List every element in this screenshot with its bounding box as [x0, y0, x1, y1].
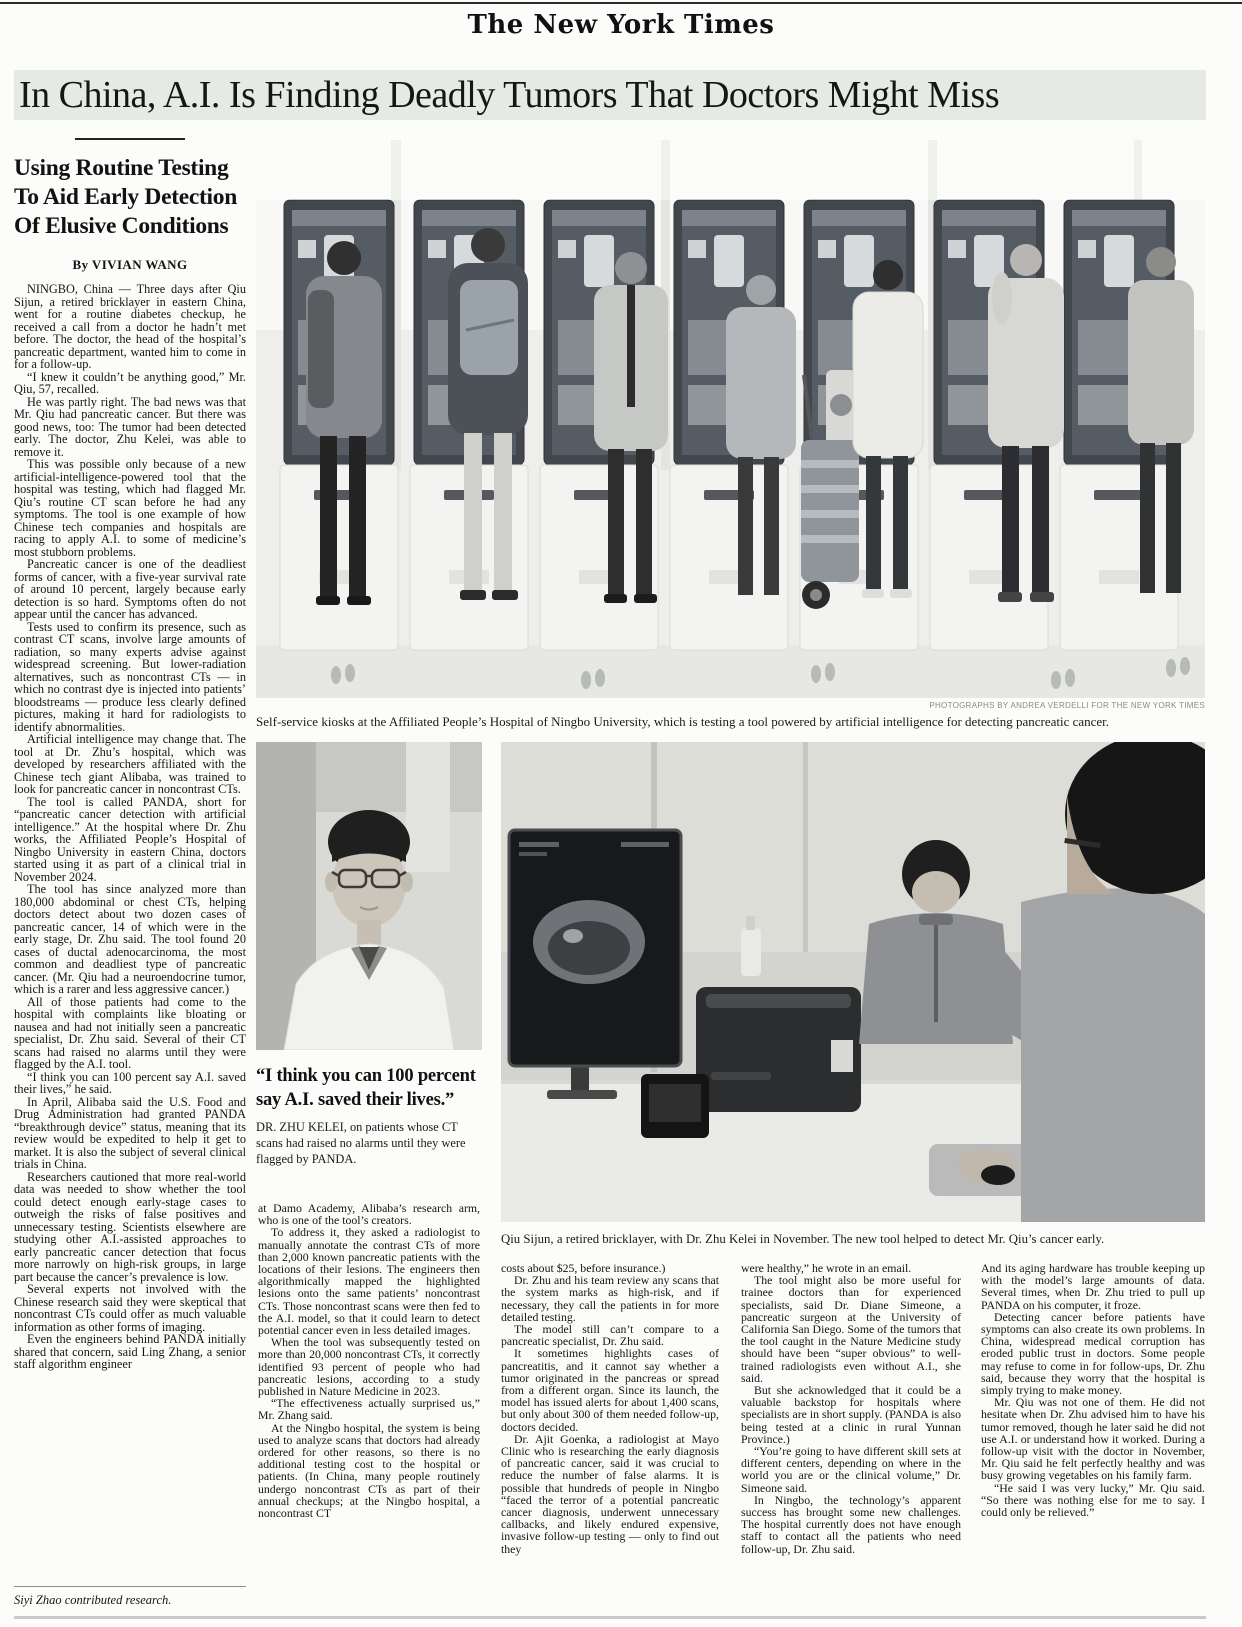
paragraph: “I knew it couldn’t be anything good,” Mr. Qiu, 57, recalled.	[14, 369, 246, 396]
pull-quote: “I think you can 100 percent say A.I. saved their lives.”	[256, 1066, 476, 1110]
paragraph: He was partly right. The bad news was that Mr. Qiu had pancreatic cancer. But there was good news, too: The tumor had been detected early. The doctor, Zhu Kelei, was able to remove it.	[14, 394, 246, 459]
paragraph: The model still can’t compare to a pancreatic specialist, Dr. Zhu said.	[501, 1322, 719, 1349]
paragraph: Several experts not involved with the Chinese research said they were skeptical that noncontrast CTs could offer as much valuable information as other forms of imaging.	[14, 1282, 246, 1334]
paragraph: Dr. Zhu and his team review any scans that the system marks as high-risk, and if necessary, they call the patients in for more detailed testing.	[501, 1273, 719, 1324]
paragraph: And its aging hardware has trouble keeping up with the model’s large amounts of data. Several times, when Dr. Zhu tried to pull up PANDA on his computer, it froze.	[981, 1262, 1205, 1312]
paragraph: Tests used to confirm its presence, such as contrast CT scans, involve large amounts of radiation, so many experts advise against widespread screening. But lower-radiation alternatives, such as noncontrast CTs — in which no contrast dye is injected into patients’ bloodstreams — produce less clearly defined pictures, making it hard for radiologists to identify abnormalities.	[14, 619, 246, 734]
exam-room-photo	[501, 742, 1205, 1222]
paragraph: This was possible only because of a new artificial-intelligence-powered tool that the hospital was testing, which had flagged Mr. Qiu’s routine CT scan before he had any symptoms. The tool is one example of how Chinese tech companies and hospitals are racing to apply A.I. to some of medicine’s most stubborn problems.	[14, 457, 246, 559]
column-3	[501, 1262, 719, 1618]
bottom-rule	[14, 1616, 1206, 1619]
nyt-masthead: The New York Times	[467, 10, 775, 40]
left-column	[14, 138, 246, 1608]
ct-monitor	[509, 830, 681, 1099]
column-4	[741, 1262, 961, 1618]
kiosk-photo-caption: Self-service kiosks at the Affiliated People’s Hospital of Ningbo University, which is testing a tool powered by artificial intelligence for detecting pancreatic cancer.	[256, 714, 1110, 729]
exam-photo-caption: Qiu Sijun, a retired bricklayer, with Dr. Zhu Kelei in November. The new tool helped to detect Mr. Qiu’s cancer early.	[501, 1232, 1105, 1246]
paragraph: The tool has since analyzed more than 180,000 abdominal or chest CTs, helping doctors detect about two dozen cases of pancreatic cancer, 14 of which were in the early stage, Dr. Zhu said. The tool found 20 cases of ductal adenocarcinoma, the most common and deadliest type of pancreatic cancer. (Mr. Qiu had a neuroendocrine tumor, which is a rarer and less aggressive cancer.)	[14, 882, 246, 996]
paragraph: Detecting cancer before patients have symptoms can also create its own problems. In China, widespread medical corruption has eroded public trust in doctors. Some people may refuse to come in for follow-ups, Dr. Zhu said, because they worry that the hospital is simply trying to make money.	[981, 1309, 1205, 1398]
paragraph: In Ningbo, the technology’s apparent success has brought some new challenges. The hospital currently does not have enough staff to contact all the patients who need follow-up, Dr. Zhu said.	[741, 1492, 961, 1556]
column-2	[258, 1202, 480, 1619]
paragraph: “The effectiveness actually surprised us,” Mr. Zhang said.	[258, 1396, 480, 1423]
photo-credit: PHOTOGRAPHS BY ANDREA VERDELLI FOR THE NEW YORK TIMES	[929, 701, 1205, 710]
paragraph: “I think you can 100 percent say A.I. saved their lives,” he said.	[14, 1069, 246, 1096]
paragraph: Researchers cautioned that more real-world data was needed to show whether the tool could detect enough early-stage cases to outweigh the risks of false positives and unnecessary testing. Scientists elsewhere are studying other A.I.-assisted approaches to early pancreatic cancer detection that focus more narrowly on high-risk groups, in large part because the cancer’s prevalence is low.	[14, 1169, 246, 1284]
paragraph: The tool might also be more useful for trainee doctors than for experienced specialists, said Dr. Diane Simeone, a pancreatic surgeon at the University of California San Diego. Some of the tumors that the tool caught in the Nature Medicine study should have been “super obvious” to well-trained radiologists even without A.I., she said.	[741, 1273, 961, 1385]
left-column-body	[14, 283, 246, 1579]
paragraph: Even the engineers behind PANDA initially shared that concern, said Ling Zhang, a senior staff algorithm engineer	[14, 1332, 246, 1371]
exam-room-illustration	[501, 742, 1205, 1222]
paragraph: NINGBO, China — Three days after Qiu Sijun, a retired bricklayer in eastern China, went for a routine diabetes checkup, he received a call from a doctor he hadn’t met before. The doctor, the head of the hospital’s pancreatic department, wanted him to come in for a follow-up.	[14, 283, 246, 371]
subheadline: Using Routine Testing To Aid Early Detection Of Elusive Conditions	[14, 155, 237, 239]
portrait-photo	[256, 742, 482, 1050]
subhead-rule	[75, 138, 185, 140]
shopping-trolley	[801, 370, 859, 609]
contributor-note: Siyi Zhao contributed research.	[14, 1593, 172, 1607]
paragraph: Artificial intelligence may change that. The tool at Dr. Zhu’s hospital, which was developed by researchers affiliated with the Chinese tech giant Alibaba, was trained to look for pancreatic cancer in noncontrast CTs.	[14, 732, 246, 796]
paragraph: Mr. Qiu was not one of them. He did not hesitate when Dr. Zhu advised him to have his tumor removed, though he later said he did not use A.I. or understand how it worked. During a follow-up visit with the doctor in November, Mr. Qiu said he felt perfectly healthy and was busy growing vegetables on his family farm.	[981, 1395, 1205, 1483]
top-rule	[0, 2, 1242, 4]
paragraph: “He said I was very lucky,” Mr. Qiu said. “So there was nothing else for me to say. I could only be relieved.”	[981, 1480, 1205, 1520]
paragraph: “You’re going to have different skill sets at different centers, depending on where in the world you are or the clinical volume,” Dr. Simeone said.	[741, 1444, 961, 1495]
headline-highlight-band	[14, 70, 1206, 120]
paragraph: were healthy,” he wrote in an email.	[741, 1262, 912, 1275]
portrait-illustration	[256, 742, 482, 1050]
paragraph: It sometimes highlights cases of pancreatitis, and it cannot say whether a tumor originated in the pancreas or spread from a different organ. Since its launch, the model has issued alerts for about 1,400 scans, but only about 300 of them needed follow-up, doctors decided.	[501, 1346, 719, 1434]
paragraph: costs about $25, before insurance.)	[501, 1262, 666, 1275]
kiosk-photo	[256, 140, 1205, 698]
printer-device	[696, 987, 861, 1112]
paragraph: Dr. Ajit Goenka, a radiologist at Mayo Clinic who is researching the early diagnosis of pancreatic cancer, said it was crucial to reduce the number of false alarms. It is possible that hundreds of people in Ningbo “faced the terror of a potential pancreatic cancer diagnosis, underwent unnecessary callbacks, and likely endured expensive, invasive follow-up testing — only to find out they	[501, 1431, 719, 1556]
paragraph: Pancreatic cancer is one of the deadliest forms of cancer, with a five-year survival rate of around 10 percent, largely because early detection is so hard. Symptoms often do not appear until the cancer has advanced.	[14, 557, 246, 621]
article-headline: In China, A.I. Is Finding Deadly Tumors That Doctors Might Miss	[19, 74, 1000, 116]
byline: By VIVIAN WANG	[72, 257, 188, 272]
paragraph: To address it, they asked a radiologist to manually annotate the contrast CTs of more than 2,000 known pancreatic patients with the locations of their lesions. The engineers then algorithmically mapped the highlighted lesions onto the same patients’ noncontrast CTs. Those noncontrast scans were then fed to the A.I. model, so that it could learn to detect potential cancer even in less detailed images.	[258, 1225, 480, 1338]
pull-quote-block	[256, 1064, 482, 1167]
paragraph: All of those patients had come to the hospital with complaints like bloating or nausea and had not initially seen a pancreatic specialist, Dr. Zhu said. Several of their CT scans had raised no alarms until they were flagged by the A.I. tool.	[14, 994, 246, 1071]
paragraph: At the Ningbo hospital, the system is being used to analyze scans that doctors had already ordered for other reasons, so there is no additional testing cost to the hospital or patients. (In China, many people routinely undergo noncontrast CTs as part of their annual checkups; at the Ningbo hospital, a noncontrast CT	[258, 1420, 480, 1521]
paragraph: at Damo Academy, Alibaba’s research arm, who is one of the tool’s creators.	[258, 1202, 480, 1228]
paragraph: When the tool was subsequently tested on more than 20,000 noncontrast CTs, it correctly identified 93 percent of people who had pancreatic lesions, according to a study published in Nature Medicine in 2023.	[258, 1335, 480, 1399]
kiosk-photo-illustration	[256, 140, 1205, 698]
column-5	[981, 1262, 1205, 1618]
paragraph: But she acknowledged that it could be a valuable backstop for hospitals where specialists are in short supply. (PANDA is also being tested at a clinic in rural Yunnan Province.)	[741, 1383, 961, 1446]
pull-quote-attribution: DR. ZHU KELEI, on patients whose CT scans had raised no alarms until they were flagged by PANDA.	[256, 1120, 466, 1166]
paragraph: In April, Alibaba said the U.S. Food and Drug Administration had granted PANDA “breakthrough device” status, meaning that its review would be expedited to help it get to market. It is also the subject of several clinical trials in China.	[14, 1094, 246, 1171]
paragraph: The tool is called PANDA, short for “pancreatic cancer detection with artificial intelligence.” At the hospital where Dr. Zhu works, the Affiliated People’s Hospital of Ningbo University in eastern China, doctors started using it as part of a clinical trial in November 2024.	[14, 794, 246, 884]
